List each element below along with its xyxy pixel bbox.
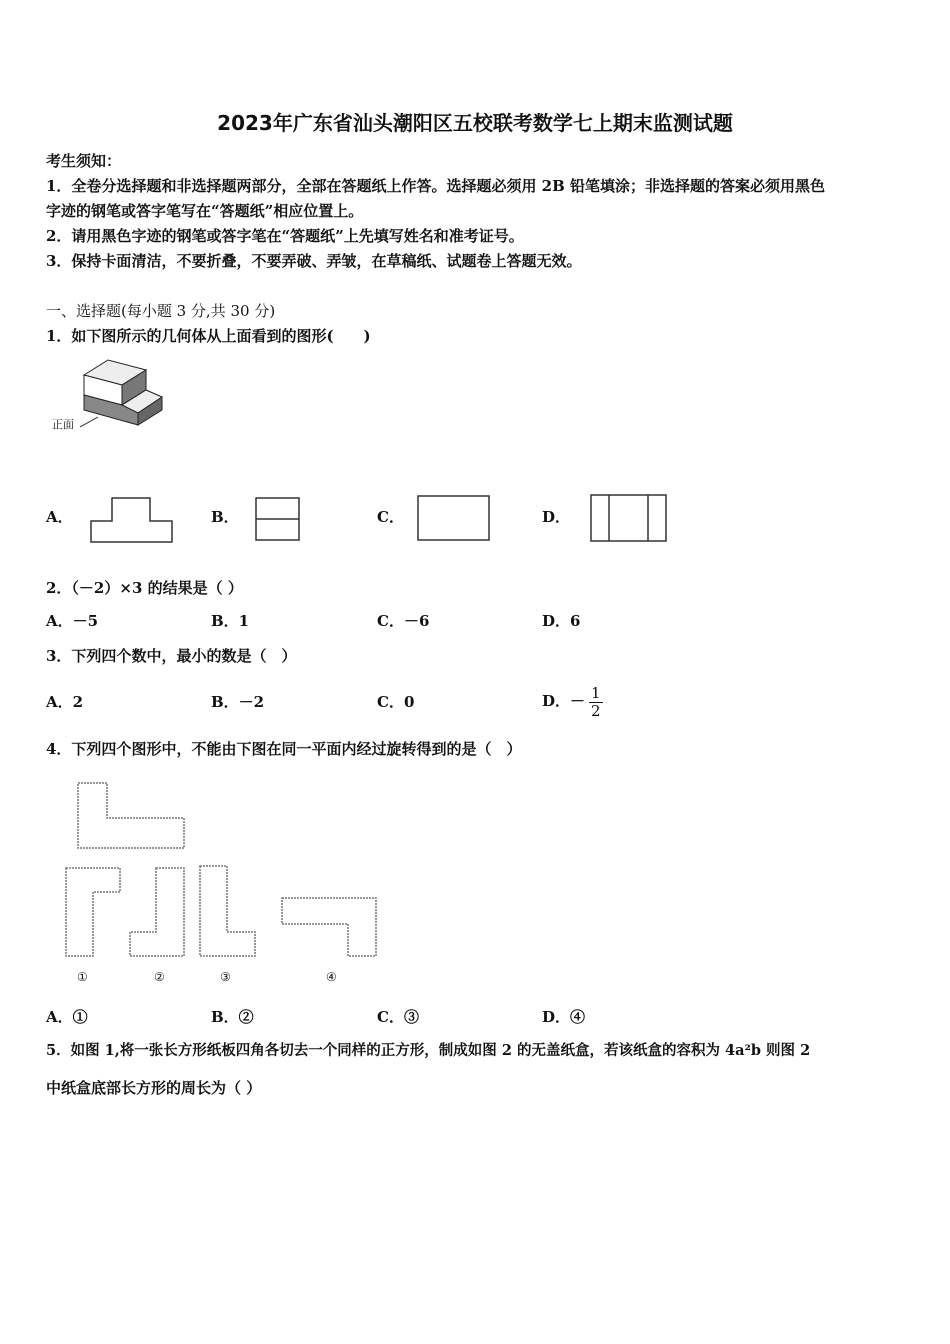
- denominator: 2: [591, 701, 601, 720]
- notice-line: 字迹的钢笔或答字笔写在“答题纸”相应位置上。: [46, 202, 364, 220]
- q1-option-b: B．: [211, 508, 239, 526]
- rotation-figures: [60, 780, 390, 965]
- front-label: 正面: [52, 418, 74, 431]
- q2-option-c: C．－6: [377, 612, 430, 630]
- q2-option-d: D．6: [542, 612, 581, 630]
- option-a-shape: [90, 497, 174, 543]
- q3-option-d: [542, 681, 603, 721]
- q2-option-b: B．1: [211, 612, 250, 630]
- question-2: 2．（－2）×3 的结果是（ ）: [46, 579, 243, 597]
- option-d-shape: [590, 494, 668, 542]
- notice-line: 3．保持卡面清洁，不要折叠，不要弄破、弄皱，在草稿纸、试题卷上答题无效。: [46, 252, 582, 270]
- notice-line: 2．请用黑色字迹的钢笔或答字笔在“答题纸”上先填写姓名和准考证号。: [46, 227, 524, 245]
- question-1: 1．如下图所示的几何体从上面看到的图形( ): [46, 327, 371, 345]
- q3-option-c: C．0: [377, 693, 415, 711]
- q4-option-c: C．③: [377, 1008, 419, 1026]
- q3-option-d-label: D．－: [542, 692, 586, 710]
- figure-label-2: ②: [154, 970, 165, 984]
- q1-option-a: A．: [46, 508, 73, 526]
- q2-option-a: A．－5: [46, 612, 99, 630]
- fraction: [589, 685, 603, 720]
- question-5-line1: 5．如图 1,将一张长方形纸板四角各切去一个同样的正方形，制成如图 2 的无盖纸盒，若该纸盒的容积为 4a²b 则图 2: [46, 1042, 811, 1059]
- q4-option-d: D．④: [542, 1008, 586, 1026]
- page-title: 2023年广东省汕头潮阳区五校联考数学七上期末监测试题: [217, 111, 733, 135]
- question-3: 3．下列四个数中，最小的数是（ ）: [46, 647, 297, 665]
- numerator: 1: [591, 683, 601, 702]
- q3-option-b: B．－2: [211, 693, 265, 711]
- notice-line: 1．全卷分选择题和非选择题两部分，全部在答题纸上作答。选择题必须用 2B 铅笔填涂；非选择题的答案必须用黑色: [46, 177, 826, 195]
- q3-option-a: A．2: [46, 693, 84, 711]
- figure-label-1: ①: [77, 970, 88, 984]
- q1-option-d: D．: [542, 508, 571, 526]
- q1-option-c: C．: [377, 508, 404, 526]
- q4-option-a: A．①: [46, 1008, 88, 1026]
- figure-label-3: ③: [220, 970, 231, 984]
- question-5-line2: 中纸盒底部长方形的周长为（ ）: [46, 1079, 262, 1097]
- q4-option-b: B．②: [211, 1008, 254, 1026]
- notice-heading: 考生须知：: [46, 152, 122, 170]
- figure-label-4: ④: [326, 970, 337, 984]
- question-4: 4．下列四个图形中，不能由下图在同一平面内经过旋转得到的是（ ）: [46, 740, 522, 758]
- option-c-shape: [417, 495, 491, 541]
- section-heading: 一、选择题(每小题 3 分,共 30 分): [46, 302, 276, 320]
- option-b-shape: [255, 497, 301, 541]
